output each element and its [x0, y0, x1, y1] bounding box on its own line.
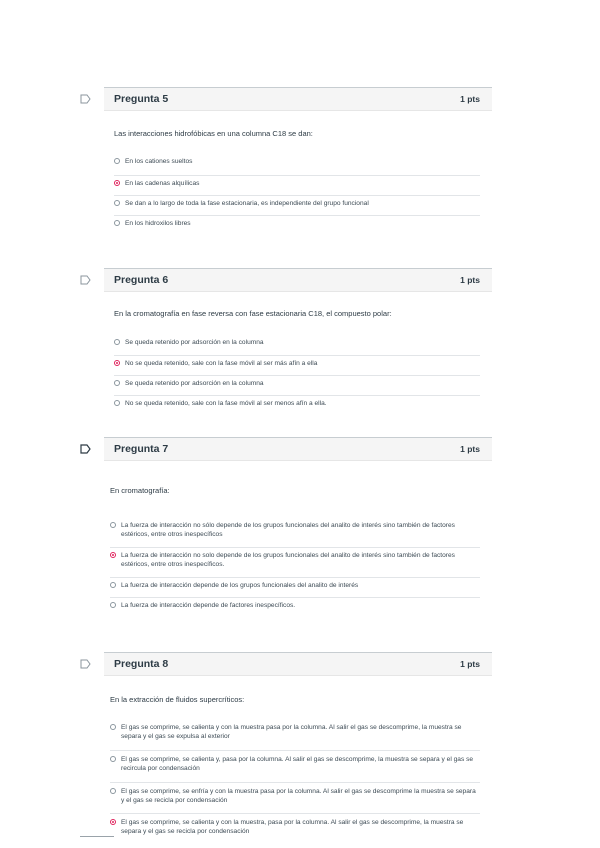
radio-button-selected[interactable] [114, 360, 120, 366]
answer-text: La fuerza de interacción no sólo depende de los grupos funcionales del analito de interés sino también de factores estéricos, entre otros inespecíficos [121, 522, 455, 538]
question-prompt: En cromatografía: [110, 486, 170, 495]
answer-text: El gas se comprime, se calienta y con la muestra pasa por la columna. Al salir el gas se descomprime, la muestra se separa y el gas se expulsa al exterior [121, 724, 462, 740]
question-points: 1 pts [460, 275, 480, 285]
flag-icon[interactable] [80, 275, 92, 285]
radio-button[interactable] [114, 380, 120, 386]
answer-option[interactable] [114, 396, 480, 416]
answer-option[interactable] [114, 196, 480, 216]
radio-button-selected[interactable] [114, 180, 120, 186]
answer-text: Se queda retenido por adsorción en la columna [125, 380, 264, 387]
question-prompt: Las interacciones hidrofóbicas en una columna C18 se dan: [114, 129, 313, 138]
radio-button[interactable] [110, 602, 116, 608]
radio-button[interactable] [114, 200, 120, 206]
radio-button[interactable] [110, 582, 116, 588]
answer-text: La fuerza de interacción no solo depende de los grupos funcionales del analito de interés sino también de factores estéricos, entre otros inespecíficos. [121, 552, 455, 568]
question-points: 1 pts [460, 444, 480, 454]
answer-text: En los hidroxilos libres [125, 220, 191, 227]
radio-button[interactable] [114, 220, 120, 226]
question-7 [80, 437, 492, 627]
answer-text: Se dan a lo largo de toda la fase estacionaria, es independiente del grupo funcional [125, 200, 369, 207]
radio-button-selected[interactable] [110, 552, 116, 558]
answer-text: El gas se comprime, se calienta y, pasa por la columna. Al salir el gas se descomprime, la muestra se separa y el gas se recircula por condensación [121, 756, 474, 772]
radio-button[interactable] [110, 788, 116, 794]
answer-option[interactable] [110, 783, 480, 814]
question-title: Pregunta 6 [114, 274, 169, 286]
flag-icon[interactable] [80, 444, 92, 454]
answer-option[interactable] [114, 376, 480, 396]
question-5 [80, 87, 492, 237]
question-points: 1 pts [460, 94, 480, 104]
question-header [104, 87, 492, 111]
question-points: 1 pts [460, 659, 480, 669]
answer-option[interactable] [114, 335, 480, 356]
answer-option[interactable] [110, 578, 480, 598]
answer-list [114, 335, 480, 416]
radio-button[interactable] [114, 158, 120, 164]
answer-option[interactable] [114, 155, 480, 176]
flag-icon[interactable] [80, 94, 92, 104]
question-6 [80, 268, 492, 418]
answer-option[interactable] [110, 814, 480, 845]
radio-button-selected[interactable] [110, 819, 116, 825]
answer-list [114, 155, 480, 236]
answer-text: No se queda retenido, sale con la fase móvil al ser menos afín a ella. [125, 400, 327, 407]
question-header [104, 268, 492, 292]
answer-list [110, 719, 480, 845]
question-8 [80, 652, 492, 848]
answer-option[interactable] [110, 719, 480, 751]
question-title: Pregunta 8 [114, 658, 169, 670]
answer-text: En los cationes sueltos [125, 158, 193, 165]
answer-option[interactable] [110, 598, 480, 618]
answer-option[interactable] [110, 548, 480, 578]
answer-option[interactable] [110, 518, 480, 548]
answer-option[interactable] [110, 751, 480, 783]
answer-option[interactable] [114, 176, 480, 196]
flag-icon[interactable] [80, 659, 92, 669]
answer-text: En las cadenas alquílicas [125, 180, 200, 187]
answer-text: El gas se comprime, se enfría y con la muestra pasa por la columna. Al salir el gas se descomprime la muestra se separa y el gas se recicla por condensación [121, 788, 476, 804]
question-prompt: En la extracción de fluidos supercríticos: [110, 695, 245, 704]
answer-text: La fuerza de interacción depende de factores inespecíficos. [121, 602, 296, 609]
radio-button[interactable] [114, 339, 120, 345]
answer-text: La fuerza de interacción depende de los grupos funcionales del analito de interés [121, 582, 359, 589]
question-title: Pregunta 5 [114, 93, 169, 105]
radio-button[interactable] [110, 756, 116, 762]
answer-list [110, 518, 480, 618]
answer-text: El gas se comprime, se calienta y con la muestra, pasa por la columna. Al salir el gas se descomprime, la muestra se separa y el gas se recicla por condensación [121, 819, 464, 835]
question-header [104, 652, 492, 676]
question-header [104, 437, 492, 461]
radio-button[interactable] [114, 400, 120, 406]
question-title: Pregunta 7 [114, 443, 169, 455]
page-bottom-rule [80, 836, 114, 837]
answer-text: No se queda retenido, sale con la fase móvil al ser más afín a ella [125, 360, 318, 367]
answer-text: Se queda retenido por adsorción en la columna [125, 339, 264, 346]
answer-option[interactable] [114, 356, 480, 376]
radio-button[interactable] [110, 522, 116, 528]
radio-button[interactable] [110, 724, 116, 730]
answer-option[interactable] [114, 216, 480, 236]
question-prompt: En la cromatografía en fase reversa con fase estacionaria C18, el compuesto polar: [114, 309, 392, 318]
